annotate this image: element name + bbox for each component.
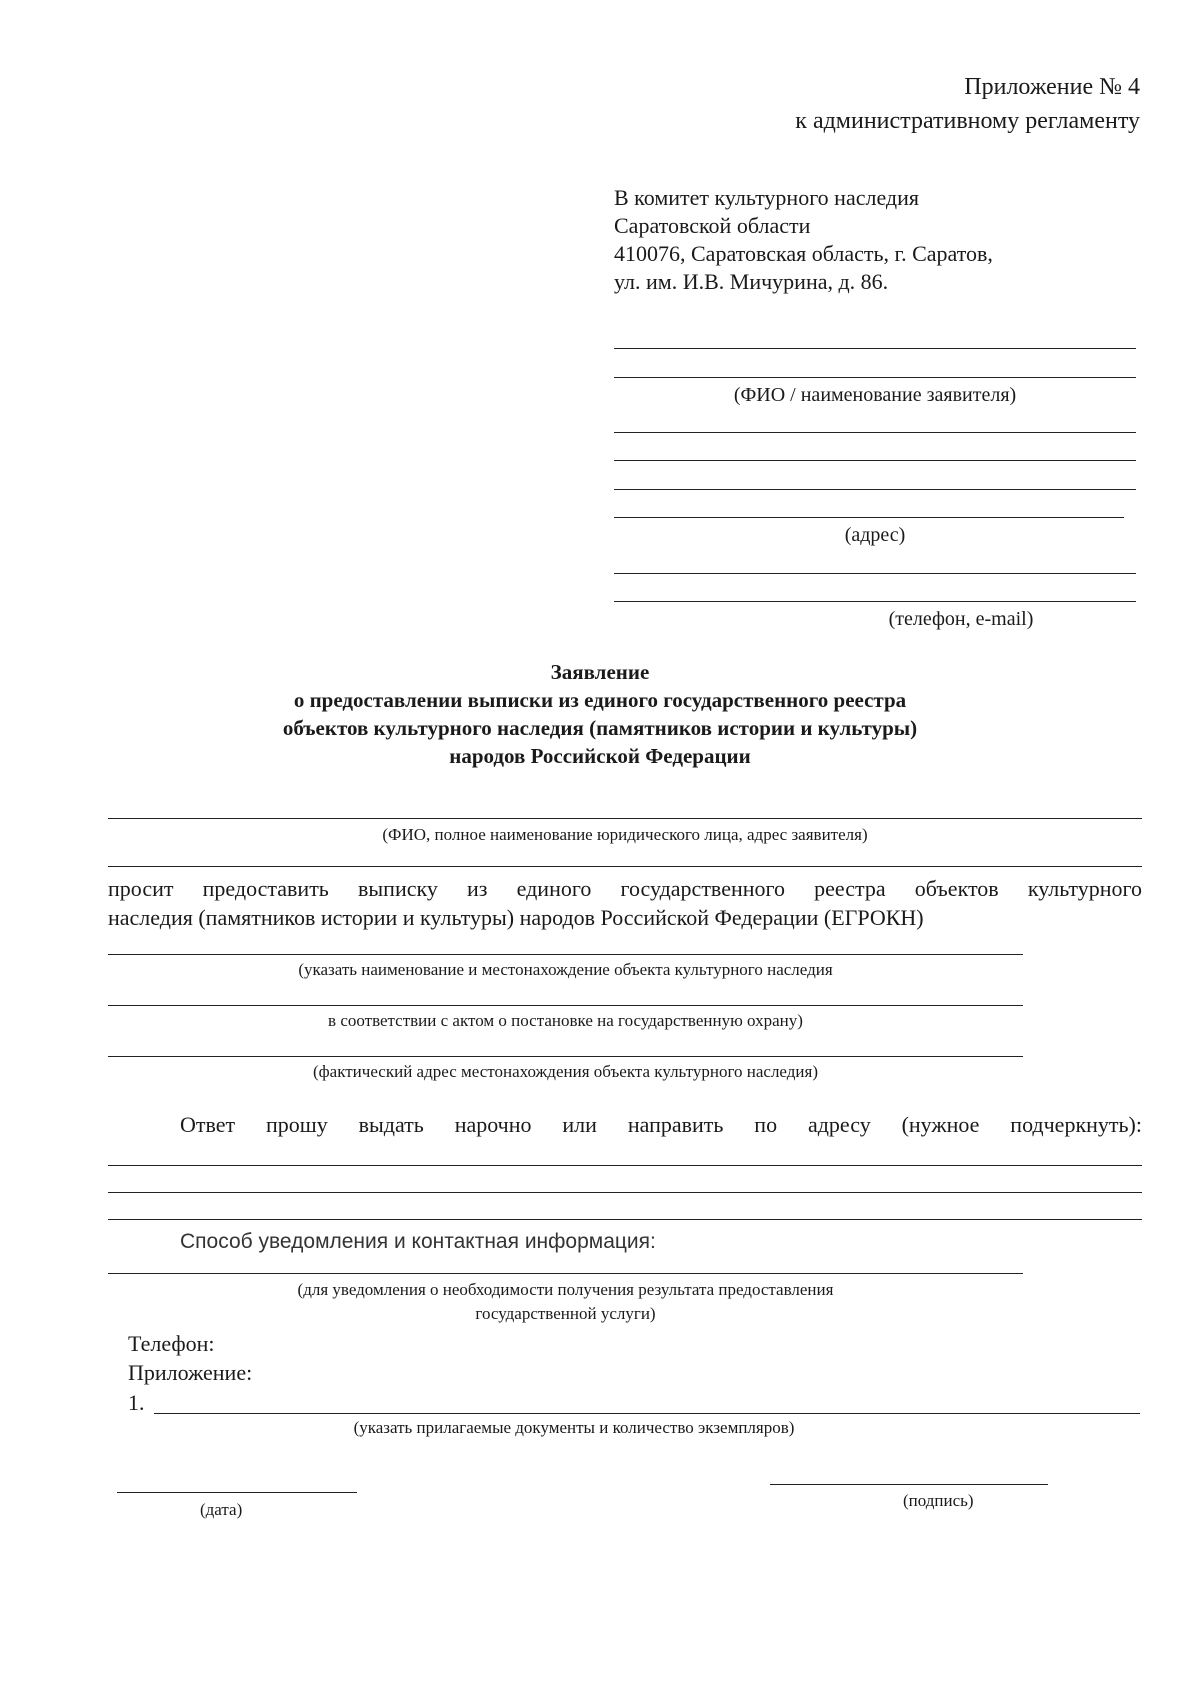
document-subtitle-line-1: о предоставлении выписки из единого государственного реестра (293, 688, 907, 712)
applicant-address-line-4[interactable] (614, 517, 1124, 518)
notification-label: Способ уведомления и контактная информация: (180, 1230, 656, 1253)
applicant-name-caption: (ФИО / наименование заявителя) (733, 384, 1017, 406)
recipient-line-2: Саратовской области (614, 213, 811, 238)
phone-label: Телефон: (128, 1331, 215, 1356)
signature-caption: (подпись) (903, 1491, 974, 1510)
recipient-line-1: В комитет культурного наследия (614, 185, 920, 210)
request-text-line-1: просит предоставить выписку из единого государственного реестра объектов культурного (108, 876, 1142, 901)
notification-caption-1: (для уведомления о необходимости получения результата предоставления (297, 1280, 834, 1299)
notification-caption-2: государственной услуги) (475, 1304, 656, 1323)
object-name-line[interactable] (108, 954, 1023, 955)
applicant-address-caption: (адрес) (844, 524, 906, 546)
object-name-caption: (указать наименование и местонахождение объекта культурного наследия (298, 960, 833, 979)
document-subtitle-line-3: народов Российской Федерации (449, 744, 751, 768)
object-address-line[interactable] (108, 1056, 1023, 1057)
notification-line[interactable] (108, 1273, 1023, 1274)
applicant-address-line-2[interactable] (614, 460, 1136, 461)
recipient-line-3: 410076, Саратовская область, г. Саратов, (614, 241, 993, 266)
object-act-line[interactable] (108, 1005, 1023, 1006)
attachment-item-number: 1. (128, 1390, 145, 1415)
applicant-full-line[interactable] (108, 818, 1142, 819)
recipient-line-4: ул. им. И.В. Мичурина, д. 86. (614, 269, 889, 294)
delivery-address-line-1[interactable] (108, 1165, 1142, 1166)
applicant-address-line-3[interactable] (614, 489, 1136, 490)
appendix-number: Приложение № 4 (964, 74, 1140, 100)
applicant-full-caption: (ФИО, полное наименование юридического лица, адрес заявителя) (382, 825, 868, 844)
signature-line[interactable] (770, 1484, 1048, 1485)
applicant-contacts-caption: (телефон, e-mail) (888, 608, 1034, 630)
applicant-full-line-2[interactable] (108, 866, 1142, 867)
date-caption: (дата) (200, 1500, 243, 1519)
applicant-name-line-2[interactable] (614, 377, 1136, 378)
request-text-line-2: наследия (памятников истории и культуры) народов Российской Федерации (ЕГРОКН) (108, 905, 924, 930)
applicant-contacts-line-1[interactable] (614, 573, 1136, 574)
document-subtitle-line-2: объектов культурного наследия (памятников истории и культуры) (282, 716, 918, 740)
applicant-contacts-line-2[interactable] (614, 601, 1136, 602)
delivery-address-line-2[interactable] (108, 1192, 1142, 1193)
attachment-item-line[interactable] (154, 1413, 1140, 1414)
applicant-address-line-1[interactable] (614, 432, 1136, 433)
object-address-caption: (фактический адрес местонахождения объекта культурного наследия) (313, 1062, 818, 1081)
date-line[interactable] (117, 1492, 357, 1493)
answer-delivery-text: Ответ прошу выдать нарочно или направить по адресу (нужное подчеркнуть): (180, 1112, 1142, 1137)
delivery-address-line-3[interactable] (108, 1219, 1142, 1220)
applicant-name-line-1[interactable] (614, 348, 1136, 349)
regulation-reference: к административному регламенту (795, 108, 1140, 134)
document-title: Заявление (550, 660, 650, 684)
attachment-label: Приложение: (128, 1360, 253, 1385)
attachment-caption: (указать прилагаемые документы и количество экземпляров) (353, 1418, 795, 1437)
object-act-caption: в соответствии с актом о постановке на государственную охрану) (328, 1011, 803, 1030)
